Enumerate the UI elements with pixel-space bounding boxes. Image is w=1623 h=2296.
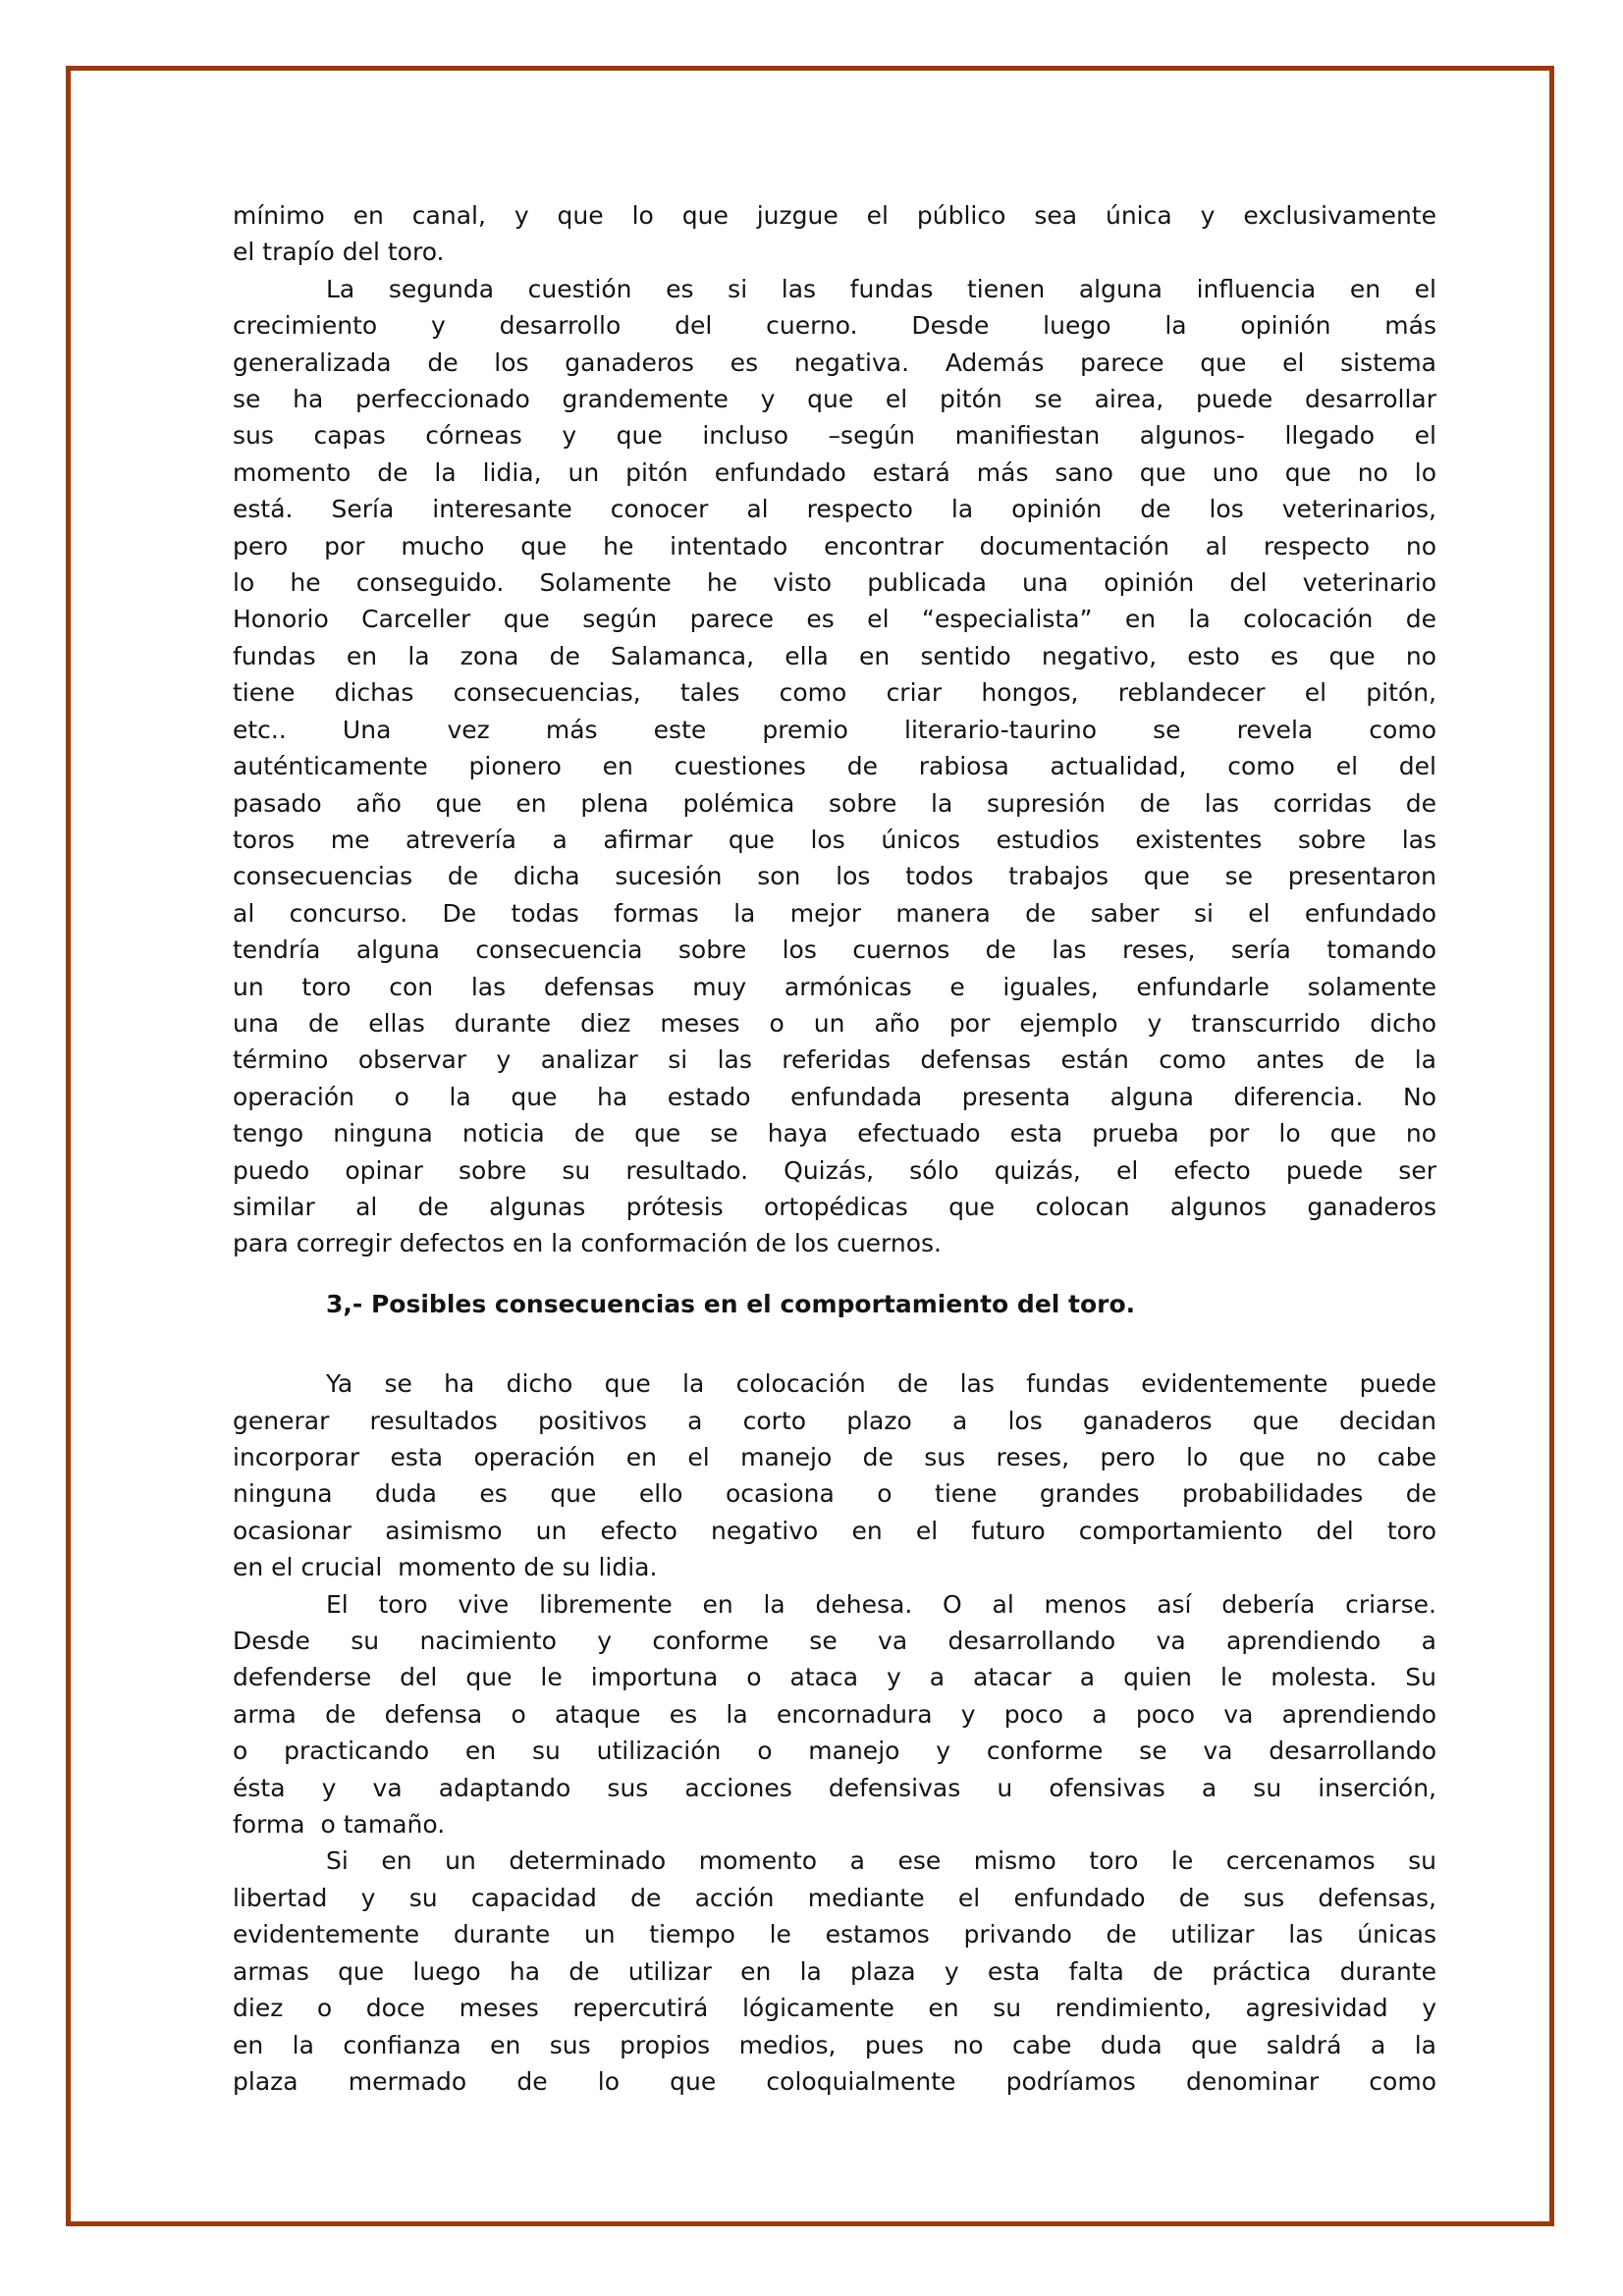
text-line: arma de defensa o ataque es la encornadura y poco a poco va aprendiendo bbox=[233, 1699, 1436, 1729]
paragraph bbox=[233, 271, 1436, 1262]
text-line: fundas en la zona de Salamanca, ella en sentido negativo, esto es que no bbox=[233, 641, 1436, 670]
text-line: lo he conseguido. Solamente he visto publicada una opinión del veterinario bbox=[233, 568, 1436, 598]
text-line: defenderse del que le importuna o ataca y a atacar a quien le molesta. Su bbox=[233, 1663, 1436, 1692]
paragraph bbox=[233, 1586, 1436, 1843]
text-line: mínimo en canal, y que lo que juzgue el público sea única y exclusivamente bbox=[233, 201, 1436, 230]
text-line: Ya se ha dicho que la colocación de las fundas evidentemente puede bbox=[326, 1369, 1436, 1399]
text-line: El toro vive libremente en la dehesa. O al menos así debería criarse. bbox=[326, 1589, 1436, 1619]
text-line: armas que luego ha de utilizar en la plaza y esta falta de práctica durante bbox=[233, 1956, 1436, 1986]
text-line: generalizada de los ganaderos es negativa. Además parece que el sistema bbox=[233, 347, 1436, 377]
text-line: diez o doce meses repercutirá lógicamente en su rendimiento, agresividad y bbox=[233, 1994, 1436, 2023]
text-line: pero por mucho que he intentado encontrar documentación al respecto no bbox=[233, 531, 1436, 561]
text-line: una de ellas durante diez meses o un año por ejemplo y transcurrido dicho bbox=[233, 1008, 1436, 1038]
text-line: auténticamente pionero en cuestiones de rabiosa actualidad, como el del bbox=[233, 752, 1436, 781]
text-line: toros me atrevería a afirmar que los únicos estudios existentes sobre las bbox=[233, 825, 1436, 854]
section-heading: 3,- Posibles consecuencias en el comportamiento del toro. bbox=[326, 1289, 1136, 1318]
text-line: se ha perfeccionado grandemente y que el pitón se airea, puede desarrollar bbox=[233, 385, 1436, 414]
text-line: en el crucial momento de su lidia. bbox=[233, 1553, 658, 1582]
text-line: sus capas córneas y que incluso –según manifiestan algunos- llegado el bbox=[233, 421, 1436, 451]
text-line: evidentemente durante un tiempo le estamos privando de utilizar las únicas bbox=[233, 1920, 1436, 1949]
text-line: La segunda cuestión es si las fundas tienen alguna influencia en el bbox=[326, 274, 1436, 303]
text-line: o practicando en su utilización o manejo y conforme se va desarrollando bbox=[233, 1736, 1436, 1766]
text-line: momento de la lidia, un pitón enfundado estará más sano que uno que no lo bbox=[233, 457, 1436, 487]
text-line: tiene dichas consecuencias, tales como criar hongos, reblandecer el pitón, bbox=[233, 678, 1436, 708]
text-line: Honorio Carceller que según parece es el “especialista” en la colocación de bbox=[233, 605, 1436, 634]
text-line: ninguna duda es que ello ocasiona o tiene grandes probabilidades de bbox=[233, 1479, 1436, 1509]
text-line: puedo opinar sobre su resultado. Quizás, sólo quizás, el efecto puede ser bbox=[233, 1155, 1436, 1185]
text-line: ocasionar asimismo un efecto negativo en el futuro comportamiento del toro bbox=[233, 1516, 1436, 1545]
text-line: para corregir defectos en la conformación de los cuernos. bbox=[233, 1229, 942, 1258]
text-line: está. Sería interesante conocer al respecto la opinión de los veterinarios, bbox=[233, 495, 1436, 524]
text-line: crecimiento y desarrollo del cuerno. Desde luego la opinión más bbox=[233, 311, 1436, 341]
text-line: pasado año que en plena polémica sobre la supresión de las corridas de bbox=[233, 788, 1436, 818]
text-line: operación o la que ha estado enfundada presenta alguna diferencia. No bbox=[233, 1082, 1436, 1111]
text-line: tengo ninguna noticia de que se haya efectuado esta prueba por lo que no bbox=[233, 1119, 1436, 1148]
text-line: consecuencias de dicha sucesión son los todos trabajos que se presentaron bbox=[233, 862, 1436, 891]
text-line: tendría alguna consecuencia sobre los cuernos de las reses, sería tomando bbox=[233, 935, 1436, 965]
text-line: libertad y su capacidad de acción mediante el enfundado de sus defensas, bbox=[233, 1883, 1436, 1912]
text-line: un toro con las defensas muy armónicas e iguales, enfundarle solamente bbox=[233, 972, 1436, 1001]
document-text bbox=[233, 197, 1436, 2100]
text-line: al concurso. De todas formas la mejor manera de saber si el enfundado bbox=[233, 898, 1436, 928]
paragraph bbox=[233, 1842, 1436, 2100]
text-line: Si en un determinado momento a ese mismo toro le cercenamos su bbox=[326, 1846, 1436, 1876]
text-line: forma o tamaño. bbox=[233, 1810, 446, 1840]
text-line: similar al de algunas prótesis ortopédicas que colocan algunos ganaderos bbox=[233, 1192, 1436, 1221]
paragraph bbox=[233, 197, 1436, 271]
text-line: en la confianza en sus propios medios, pues no cabe duda que saldrá a la bbox=[233, 2030, 1436, 2059]
text-line: el trapío del toro. bbox=[233, 238, 445, 267]
text-line: Desde su nacimiento y conforme se va desarrollando va aprendiendo a bbox=[233, 1627, 1436, 1656]
text-line: plaza mermado de lo que coloquialmente podríamos denominar como bbox=[233, 2066, 1436, 2096]
text-line: incorporar esta operación en el manejo de sus reses, pero lo que no cabe bbox=[233, 1443, 1436, 1471]
paragraph bbox=[233, 1365, 1436, 1585]
text-line: ésta y va adaptando sus acciones defensivas u ofensivas a su inserción, bbox=[233, 1773, 1436, 1802]
text-line: generar resultados positivos a corto plazo a los ganaderos que decidan bbox=[233, 1406, 1436, 1435]
text-line: término observar y analizar si las referidas defensas están como antes de la bbox=[233, 1045, 1436, 1075]
text-line: etc.. Una vez más este premio literario-taurino se revela como bbox=[233, 715, 1436, 744]
